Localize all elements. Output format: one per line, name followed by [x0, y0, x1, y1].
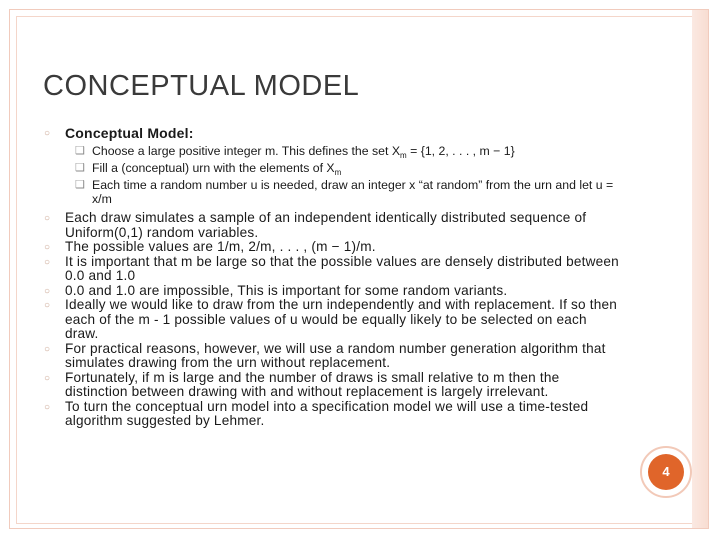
bullet-icon: ○: [44, 343, 51, 355]
bullet-icon: ○: [44, 213, 51, 225]
slide-title: CONCEPTUAL MODEL: [43, 70, 360, 102]
bullet-icon: ○: [44, 300, 51, 312]
sub-item: [75, 179, 624, 206]
bullet-icon: ○: [44, 401, 51, 413]
list-item: ○ Fortunately, if m is large and the number of draws is small relative to m then the distinction between drawing with and without replacement is largely irrelevant.: [44, 369, 560, 400]
page-number: 4: [648, 454, 684, 490]
bullet-icon: ○: [44, 242, 51, 254]
list-item: ○ Each draw simulates a sample of an independent identically distributed sequence of Uniform(0,1) random variables.: [44, 210, 587, 240]
list-item: ○ For practical reasons, however, we will use a random number generation algorithm that simulates drawing from the urn without replacement.: [44, 340, 606, 371]
sub-item-text: Each time a random number u is needed, draw an integer x “at random” from the urn and let u = x/m: [92, 178, 614, 206]
box-bullet-icon: ❑: [75, 179, 85, 192]
bullet-icon: ○: [44, 285, 51, 297]
bullet-icon: ○: [44, 256, 51, 268]
sub-item: [75, 162, 624, 179]
slide-content: [44, 126, 624, 429]
box-bullet-icon: ❑: [75, 161, 85, 174]
sub-item: [75, 145, 624, 162]
bullet-icon: ○: [44, 372, 51, 384]
sub-item-text: Fill a (conceptual) urn with the elements of $X_m$: [92, 160, 342, 177]
list-item: ○ The possible values are 1/m, 2/m, . . . , (m − 1)/m.: [44, 239, 376, 255]
heading-label: Conceptual Model:: [65, 125, 194, 141]
list-item: ○ To turn the conceptual urn model into a specification model we will use a time-tested algorithm suggested by Lehmer.: [44, 398, 589, 429]
bullet-icon: ○: [44, 128, 51, 139]
box-bullet-icon: ❑: [75, 144, 85, 157]
page-number-badge: [640, 446, 692, 498]
sub-item-text: Choose a large positive integer m. This defines the set $X_m = \{1$, 2, . . . , m − 1}: [92, 143, 515, 160]
right-decorative-band: [692, 10, 708, 528]
list-item: ○ 0.0 and 1.0 are impossible, This is important for some random variants.: [44, 282, 508, 298]
heading-item: [44, 126, 624, 141]
list-item: ○ Ideally we would like to draw from the urn independently and with replacement. If so then each of the m - 1 possible values of u would be equally likely to be selected on each draw.: [44, 297, 618, 342]
list-item: ○ It is important that m be large so that the possible values are densely distributed between 0.0 and 1.0: [44, 253, 619, 284]
sub-list: [75, 145, 624, 207]
